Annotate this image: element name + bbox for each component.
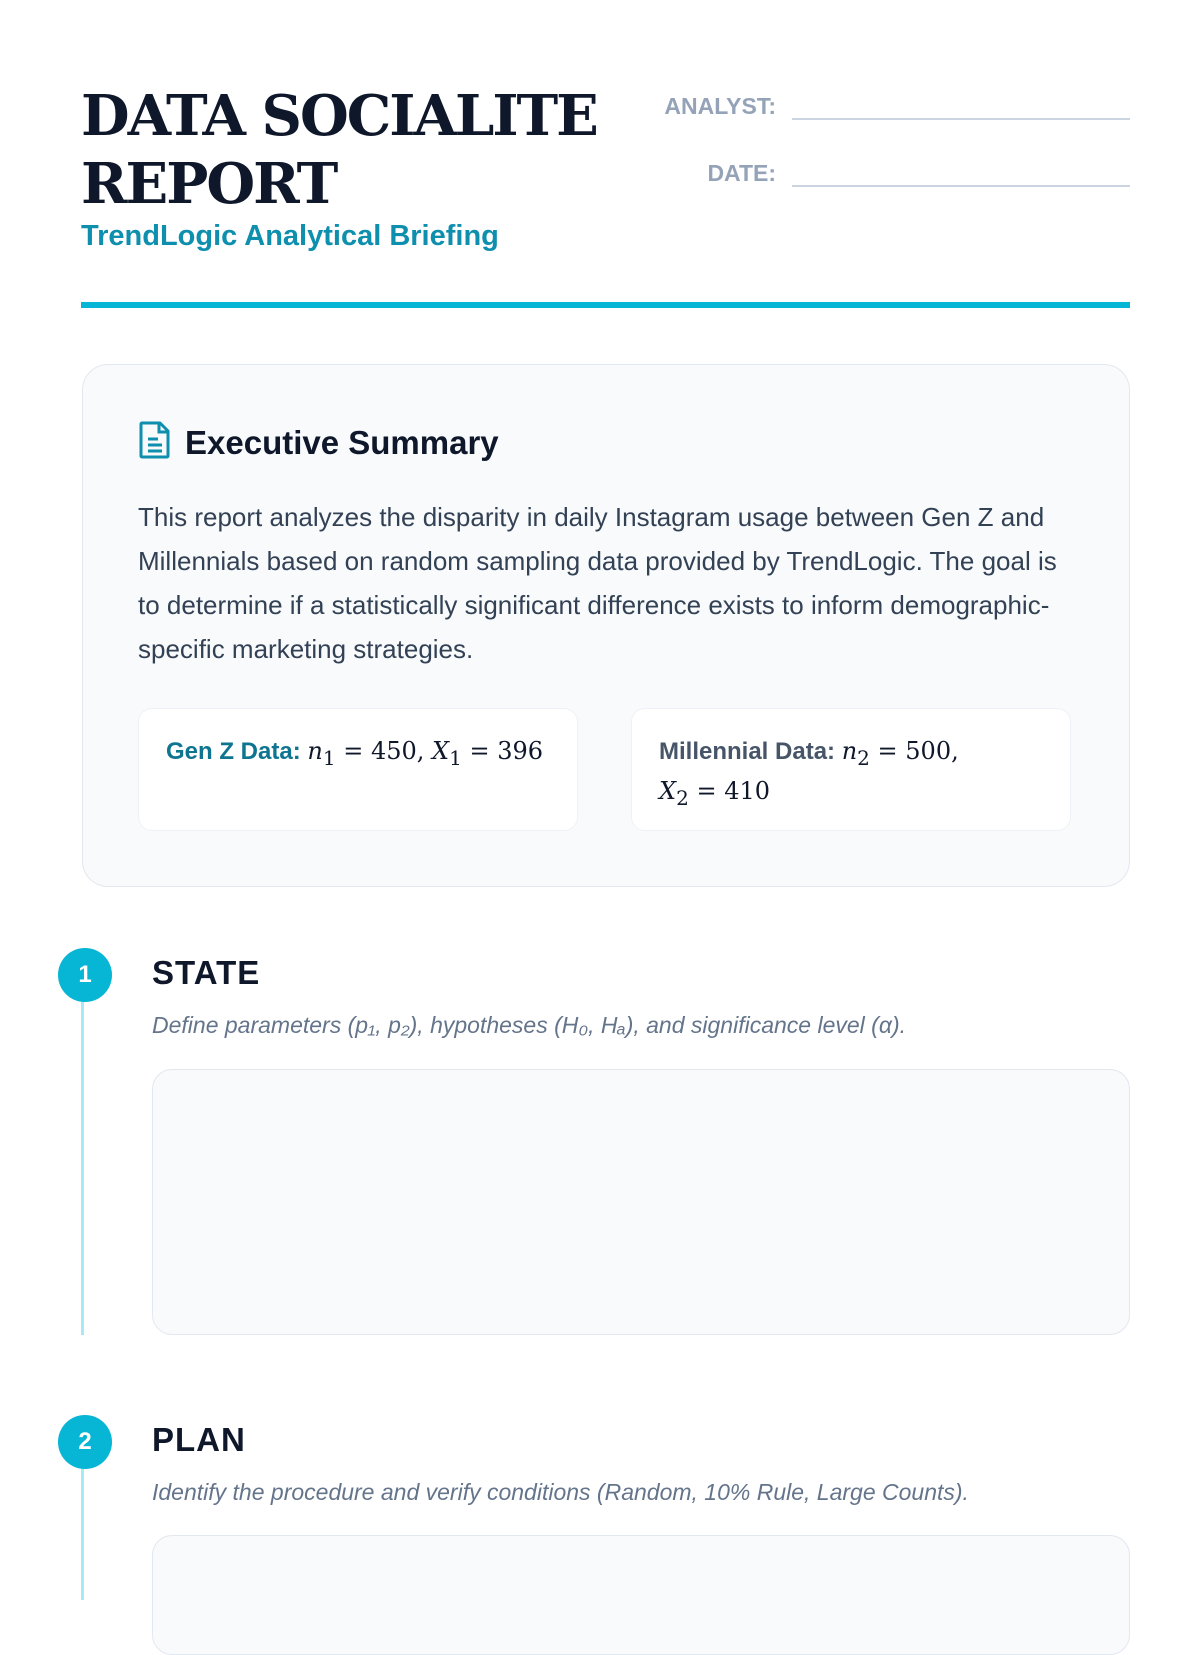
- analyst-field-row: [600, 90, 1130, 120]
- step-2-title: PLAN: [152, 1421, 246, 1458]
- genz-label: Gen Z Data:: [166, 738, 301, 765]
- document-icon: [139, 421, 171, 464]
- date-input[interactable]: [792, 157, 1130, 187]
- title-line-1: DATA SOCIALITE: [81, 83, 597, 149]
- step-1-description: Define parameters (p₁, p₂), hypotheses (H₀, Hₐ), and significance level (α).: [152, 1012, 906, 1038]
- step-1-title: STATE: [152, 954, 261, 991]
- analyst-input[interactable]: [792, 90, 1130, 120]
- date-label: DATE:: [707, 160, 776, 186]
- millennial-label: Millennial Data:: [659, 738, 836, 765]
- date-field-row: [600, 157, 1130, 187]
- step-2-description: Identify the procedure and verify conditions (Random, 10% Rule, Large Counts).: [152, 1479, 969, 1505]
- genz-x: 396: [497, 737, 544, 765]
- millennial-values: $n_2 = 500$, $X_2 = 410$: [659, 737, 959, 810]
- millennial-data-box: [631, 708, 1071, 831]
- millennial-n: 500: [905, 737, 952, 765]
- header-divider: [81, 302, 1130, 308]
- summary-body: This report analyzes the disparity in daily Instagram usage between Gen Z and Millennials based on random sampling data provided by TrendLogic. The goal is to determine if a statistically significant difference exists to inform demographic-specific marketing strategies.: [138, 502, 1057, 664]
- step-1-badge: 1: [58, 948, 112, 1002]
- summary-heading: Executive Summary: [185, 423, 499, 461]
- step-2-answer-box[interactable]: [152, 1535, 1130, 1655]
- step-1-answer-box[interactable]: [152, 1069, 1130, 1335]
- genz-data-box: [138, 708, 578, 831]
- step-1-connector: [81, 985, 84, 1335]
- step-2-badge: 2: [58, 1415, 112, 1469]
- title-line-2: REPORT: [81, 151, 337, 217]
- genz-values: $n_1 = 450$, $X_1 = 396$: [307, 737, 544, 770]
- analyst-label: ANALYST:: [664, 93, 776, 119]
- genz-n: 450: [370, 737, 417, 765]
- executive-summary-card: [82, 364, 1130, 887]
- report-subtitle: TrendLogic Analytical Briefing: [81, 220, 499, 252]
- step-2-connector: [81, 1452, 84, 1600]
- report-title: [81, 82, 641, 218]
- millennial-x: 410: [724, 776, 771, 805]
